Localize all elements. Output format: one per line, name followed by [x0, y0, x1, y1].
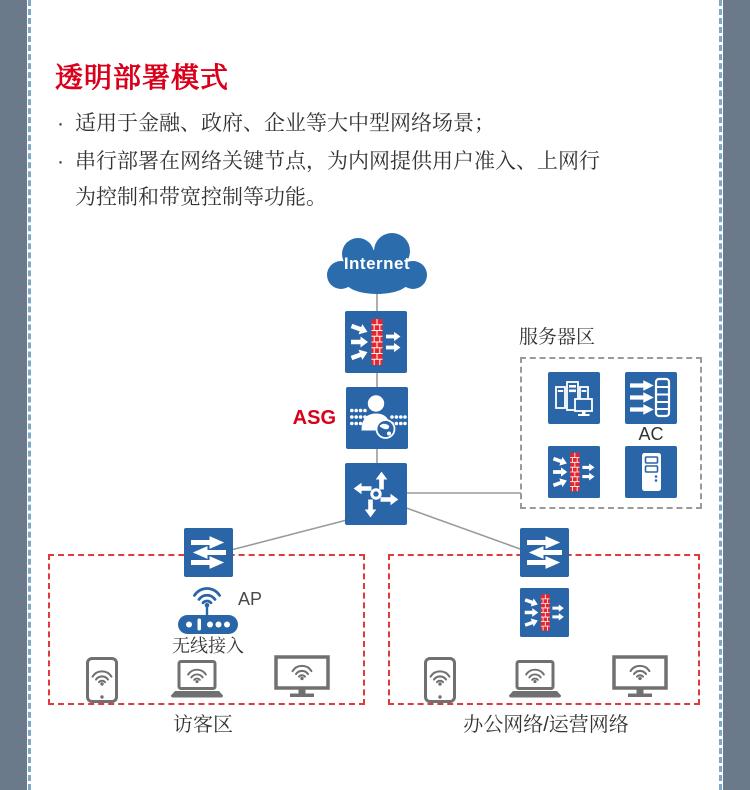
desktop-wifi-icon [612, 655, 668, 699]
ap-label: AP [238, 589, 263, 609]
firewall-icon [345, 311, 407, 373]
visitor-zone-label: 访客区 [173, 714, 233, 736]
bullet-1-text: 适用于金融、政府、企业等大中型网络场景； [75, 112, 495, 135]
firewall-icon [548, 446, 600, 498]
page-title: 透明部署模式 [55, 62, 230, 93]
office-zone-label: 办公网络/运营网络 [463, 714, 629, 736]
internet-label: Internet [343, 254, 411, 273]
server-zone-label: 服务器区 [519, 327, 596, 348]
ac-controller-icon [625, 372, 677, 424]
tower-server-icon [625, 446, 677, 498]
laptop-wifi-icon [508, 660, 562, 700]
bullet-2-continuation: 为控制和带宽控制等功能。 [75, 186, 327, 209]
l3-switch-icon [345, 463, 407, 525]
firewall-icon [520, 588, 569, 637]
l2-switch-icon [184, 528, 233, 577]
asg-label: ASG [292, 407, 336, 429]
wireless-access-label: 无线接入 [172, 636, 244, 656]
bullet-2-text: 串行部署在网络关键节点，为内网提供用户准入、上网行 [75, 150, 600, 173]
server-group-icon [548, 372, 600, 424]
bullet-marker: · [57, 112, 64, 135]
asg-user-globe-icon [346, 387, 408, 449]
ac-label: AC [638, 424, 664, 444]
desktop-wifi-icon [274, 655, 330, 699]
l2-switch-icon [520, 528, 569, 577]
wireless-ap-icon [176, 584, 240, 638]
laptop-wifi-icon [170, 660, 224, 700]
phone-wifi-icon [424, 657, 456, 703]
phone-wifi-icon [86, 657, 118, 703]
bullet-marker: · [57, 150, 64, 173]
